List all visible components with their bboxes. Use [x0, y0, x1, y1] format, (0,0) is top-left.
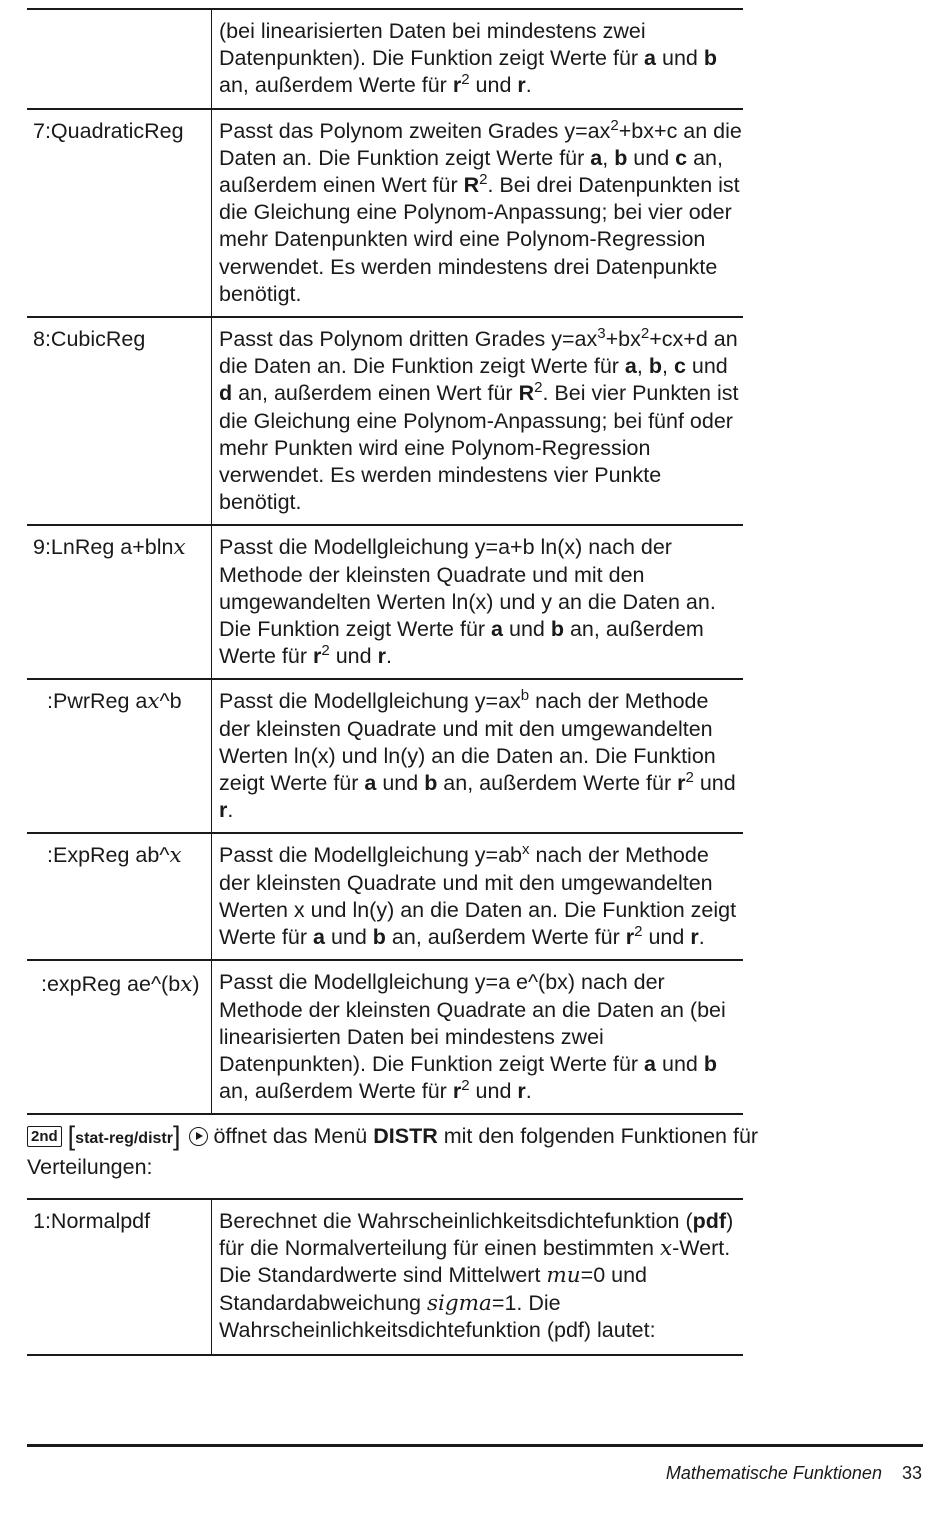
- function-name-cell: 1:Normalpdf: [27, 1199, 212, 1355]
- page-number: 33: [901, 1463, 922, 1483]
- function-description-cell: Passt die Modellgleichung y=a e^(bx) nach der Methode der kleinsten Quadrate an die Daten an (bei linearisierten Daten bei mindestens zwei Datenpunkten). Die Funktion zeigt Werte für a und b an, außerdem Werte für $r^2$ und r.: [219, 970, 726, 1104]
- page-footer: [666, 1463, 922, 1484]
- function-description-cell: (bei linearisierten Daten bei mindestens zwei Datenpunkten). Die Funktion zeigt Werte für a und b an, außerdem Werte für $r^2$ und r.: [219, 19, 717, 98]
- function-description-cell: Passt das Polynom zweiten Grades $y=ax^2+bx+c$ an die Daten an. Die Funktion zeigt Werte für a, b und c an, außerdem einen Wert für $R^2$. Bei drei Datenpunkten ist die Gleichung eine Polynom-Anpassung; bei vier oder mehr Datenpunkten wird eine Polynom-Regression verwendet. Es werden mindestens drei Datenpunkte benötigt.: [219, 116, 742, 306]
- function-description-cell: Passt die Modellgleichung $y=ab^x$ nach der Methode der kleinsten Quadrate und mit den umgewandelten Werten x und ln(y) an die Daten an. Die Funktion zeigt Werte für a und b an, außerdem Werte für $r^2$ und r.: [219, 841, 737, 950]
- table-row: [27, 679, 743, 833]
- function-name-cell: :ExpReg ab^x: [27, 833, 212, 960]
- function-name-cell: 9:LnReg a+blnx: [27, 525, 212, 679]
- table-row: [27, 109, 743, 317]
- regression-functions-table: [27, 8, 743, 1115]
- footer-title: Mathematische Funktionen: [665, 1463, 882, 1483]
- function-description-cell: Passt die Modellgleichung $y=ax^b$ nach der Methode der kleinsten Quadrate und mit den umgewandelten Werten ln(x) und ln(y) an die Daten an. Die Funktion zeigt Werte für a und b an, außerdem Werte für $r^2$ und r.: [219, 687, 736, 823]
- table-row: [27, 317, 743, 525]
- function-name-cell: :expReg ae^(bx): [27, 960, 212, 1114]
- table-row: [27, 1199, 743, 1355]
- function-name-cell: 7:QuadraticReg: [27, 109, 212, 317]
- 2nd-key-icon: 2nd: [27, 1126, 62, 1147]
- distribution-functions-table: [27, 1198, 743, 1356]
- table-row: [27, 833, 743, 960]
- table-row: [27, 960, 743, 1114]
- function-description-cell: Passt die Modellgleichung y=a+b ln(x) nach der Methode der kleinsten Quadrate und mit den umgewandelten Werten ln(x) und y an die Daten an. Die Funktion zeigt Werte für a und b an, außerdem Werte für $r^2$ und r.: [219, 535, 716, 669]
- right-arrow-key-icon: [189, 1127, 208, 1146]
- function-name-cell: [27, 9, 212, 109]
- stat-reg-distr-key-icon: [stat-reg/distr]: [67, 1121, 181, 1151]
- function-name-cell: :PwrReg ax^b: [27, 679, 212, 833]
- table-row: [27, 525, 743, 679]
- function-description-cell: Passt das Polynom dritten Grades $y=ax^3+bx^2+cx+d$ an die Daten an. Die Funktion zeigt Werte für a, b, c und d an, außerdem einen Wert für $R^2$. Bei vier Punkten ist die Gleichung eine Polynom-Anpassung; bei fünf oder mehr Punkten wird eine Polynom-Regression verwendet. Es werden mindestens vier Punkte benötigt.: [219, 324, 739, 515]
- function-name-cell: 8:CubicReg: [27, 317, 212, 525]
- function-description-cell: Berechnet die Wahrscheinlichkeitsdichtefunktion (pdf) für die Normalverteilung für einen bestimmten x-Wert. Die Standardwerte sind Mittelwert mu=0 und Standardabweichung sigma=1. Die Wahrscheinlichkeitsdichtefunktion (pdf) lautet:: [219, 1209, 734, 1342]
- distr-menu-intro: 2nd [stat-reg/distr] öffnet das Menü DISTR mit den folgenden Funktionen für Verteilungen:: [27, 1121, 759, 1179]
- footer-rule: [27, 1444, 923, 1447]
- table-row: [27, 9, 743, 109]
